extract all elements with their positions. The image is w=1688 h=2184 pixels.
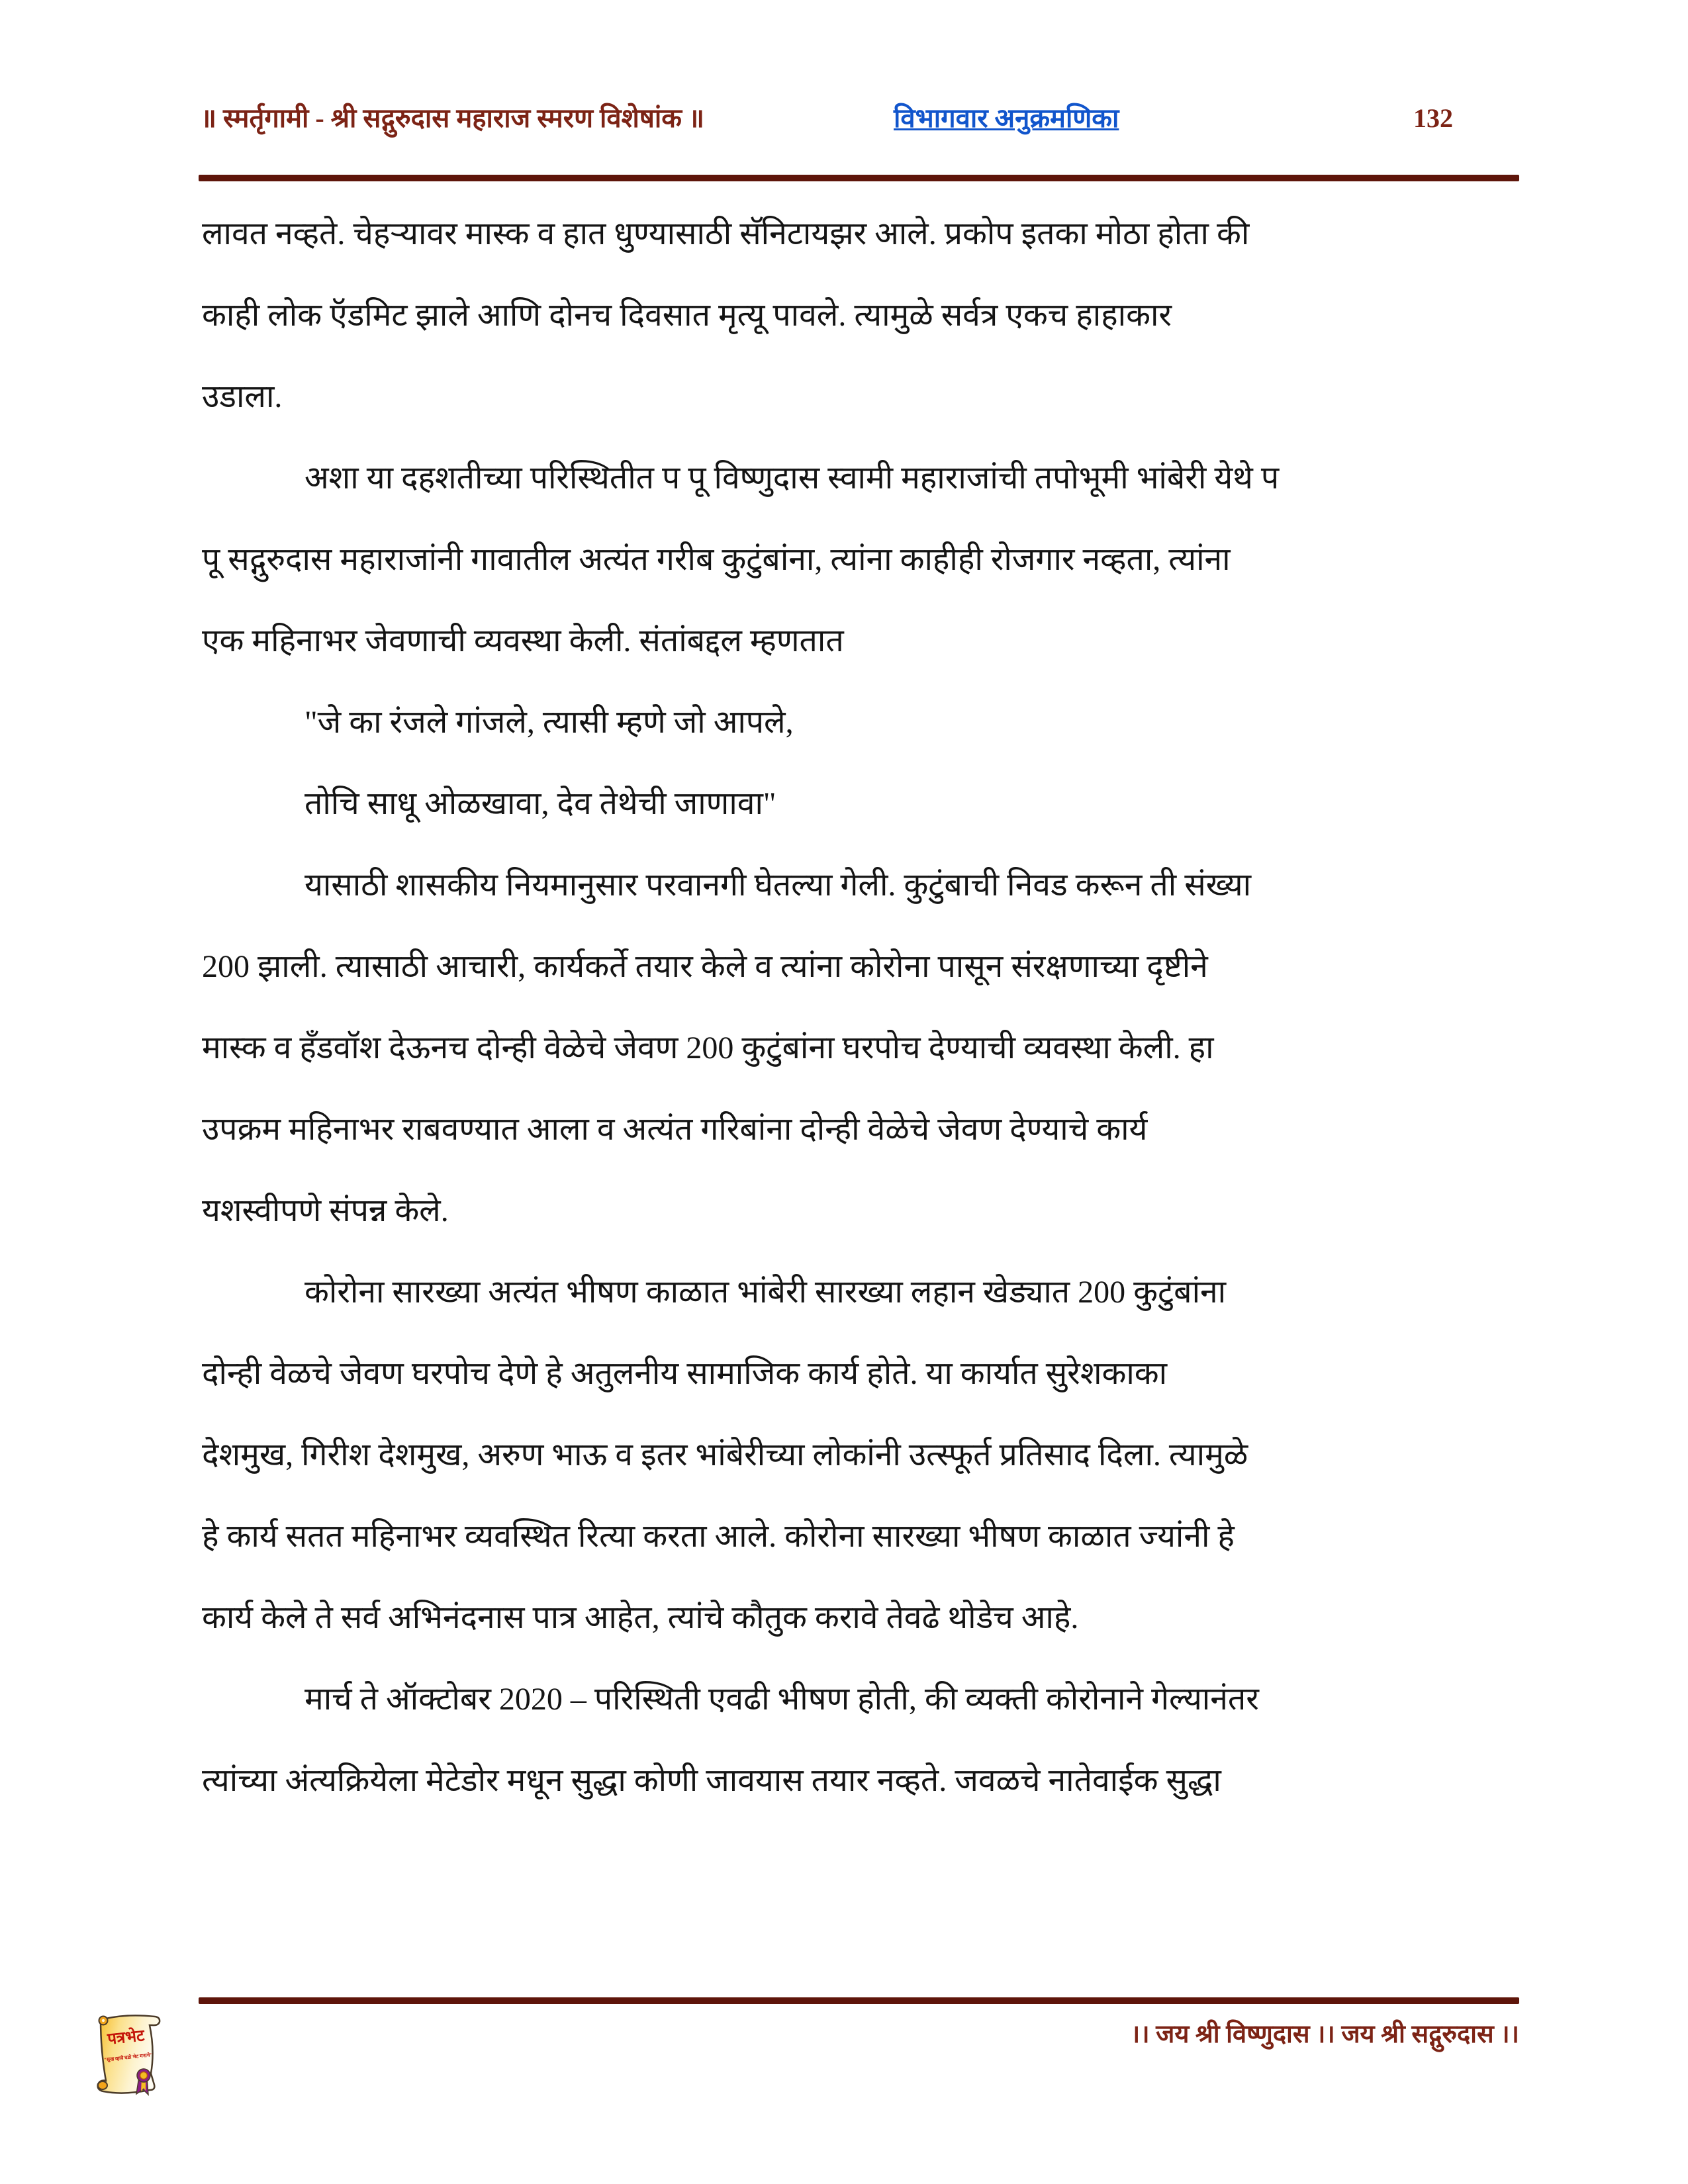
body-line: यशस्वीपणे संपन्न केले. [202,1193,449,1228]
body-line: 200 झाली. त्यासाठी आचारी, कार्यकर्ते तयार केले व त्यांना कोरोना पासून संरक्षणाच्या दृष्टीने [202,949,1208,984]
body-line: यासाठी शासकीय नियमानुसार परवानगी घेतल्या गेली. कुटुंबाची निवड करून ती संख्या [305,868,1252,903]
header-title: ॥ स्मर्तृगामी - श्री सद्गुरुदास महाराज स्मरण विशेषांक ॥ [201,103,704,133]
body-line: दोन्ही वेळचे जेवण घरपोच देणे हे अतुलनीय सामाजिक कार्य होते. या कार्यात सुरेशकाका [202,1356,1168,1391]
footer-rule [199,1997,1519,2004]
quote-line: "जे का रंजले गांजले, त्यासी म्हणे जो आपले, [305,705,794,740]
body-line: मार्च ते ऑक्टोबर 2020 – परिस्थिती एवढी भीषण होती, की व्यक्ती कोरोनाने गेल्यानंतर [305,1682,1259,1717]
logo-title: पत्रभेट [107,2027,146,2048]
body-text [202,193,1499,1821]
page-header [0,98,1688,144]
quote-line: तोचि साधू ओळखावा, देव तेथेची जाणावा" [305,786,776,821]
body-line: काही लोक ऍडमिट झाले आणि दोनच दिवसात मृत्यू पावले. त्यामुळे सर्वत्र एकच हाहाकार [202,298,1172,333]
page-number: 132 [1413,103,1453,133]
footer-blessing: ।। जय श्री विष्णुदास ।। जय श्री सद्गुरुदास ।। [1130,2021,1519,2048]
body-line: उडाला. [202,379,283,414]
body-line: देशमुख, गिरीश देशमुख, अरुण भाऊ व इतर भांबेरीच्या लोकांनी उत्स्फूर्त प्रतिसाद दिला. त्यामुळे [202,1437,1248,1473]
body-line: उपक्रम महिनाभर राबवण्यात आला व अत्यंत गरिबांना दोन्ही वेळेचे जेवण देण्याचे कार्य [202,1112,1148,1147]
header-rule [199,175,1519,181]
body-line: मास्क व हँडवॉश देऊनच दोन्ही वेळेचे जेवण 200 कुटुंबांना घरपोच देण्याची व्यवस्था केली. हा [202,1030,1214,1066]
body-line: अशा या दहशतीच्या परिस्थितीत प पू विष्णुदास स्वामी महाराजांची तपोभूमी भांबेरी येथे प [305,461,1280,496]
body-line: पू सद्गुरुदास महाराजांनी गावातील अत्यंत गरीब कुटुंबांना, त्यांना काहीही रोजगार नव्हता, त्यांना [202,542,1231,577]
body-line: एक महिनाभर जेवणाची व्यवस्था केली. संतांबद्दल म्हणतात [202,623,844,659]
body-line: लावत नव्हते. चेहऱ्यावर मास्क व हात धुण्यासाठी सॅनिटायझर आले. प्रकोप इतका मोठा होता की [202,216,1250,251]
body-line: हे कार्य सतत महिनाभर व्यवस्थित रित्या करता आले. कोरोना सारख्या भीषण काळात ज्यांनी हे [202,1519,1235,1554]
logo-tagline: "सुख व्हावे घडो भेट मनाचे" [103,2052,154,2063]
body-line: कार्य केले ते सर्व अभिनंदनास पात्र आहेत, त्यांचे कौतुक करावे तेवढे थोडेच आहे. [202,1600,1079,1635]
toc-link[interactable]: विभागवार अनुक्रमणिका [894,103,1119,133]
patrabhet-logo-icon [91,2011,167,2110]
body-line: त्यांच्या अंत्यक्रियेला मेटेडोर मधून सुद्धा कोणी जावयास तयार नव्हते. जवळचे नातेवाईक सुद्धा [202,1763,1221,1798]
body-line: कोरोना सारख्या अत्यंत भीषण काळात भांबेरी सारख्या लहान खेड्यात 200 कुटुंबांना [305,1275,1227,1310]
